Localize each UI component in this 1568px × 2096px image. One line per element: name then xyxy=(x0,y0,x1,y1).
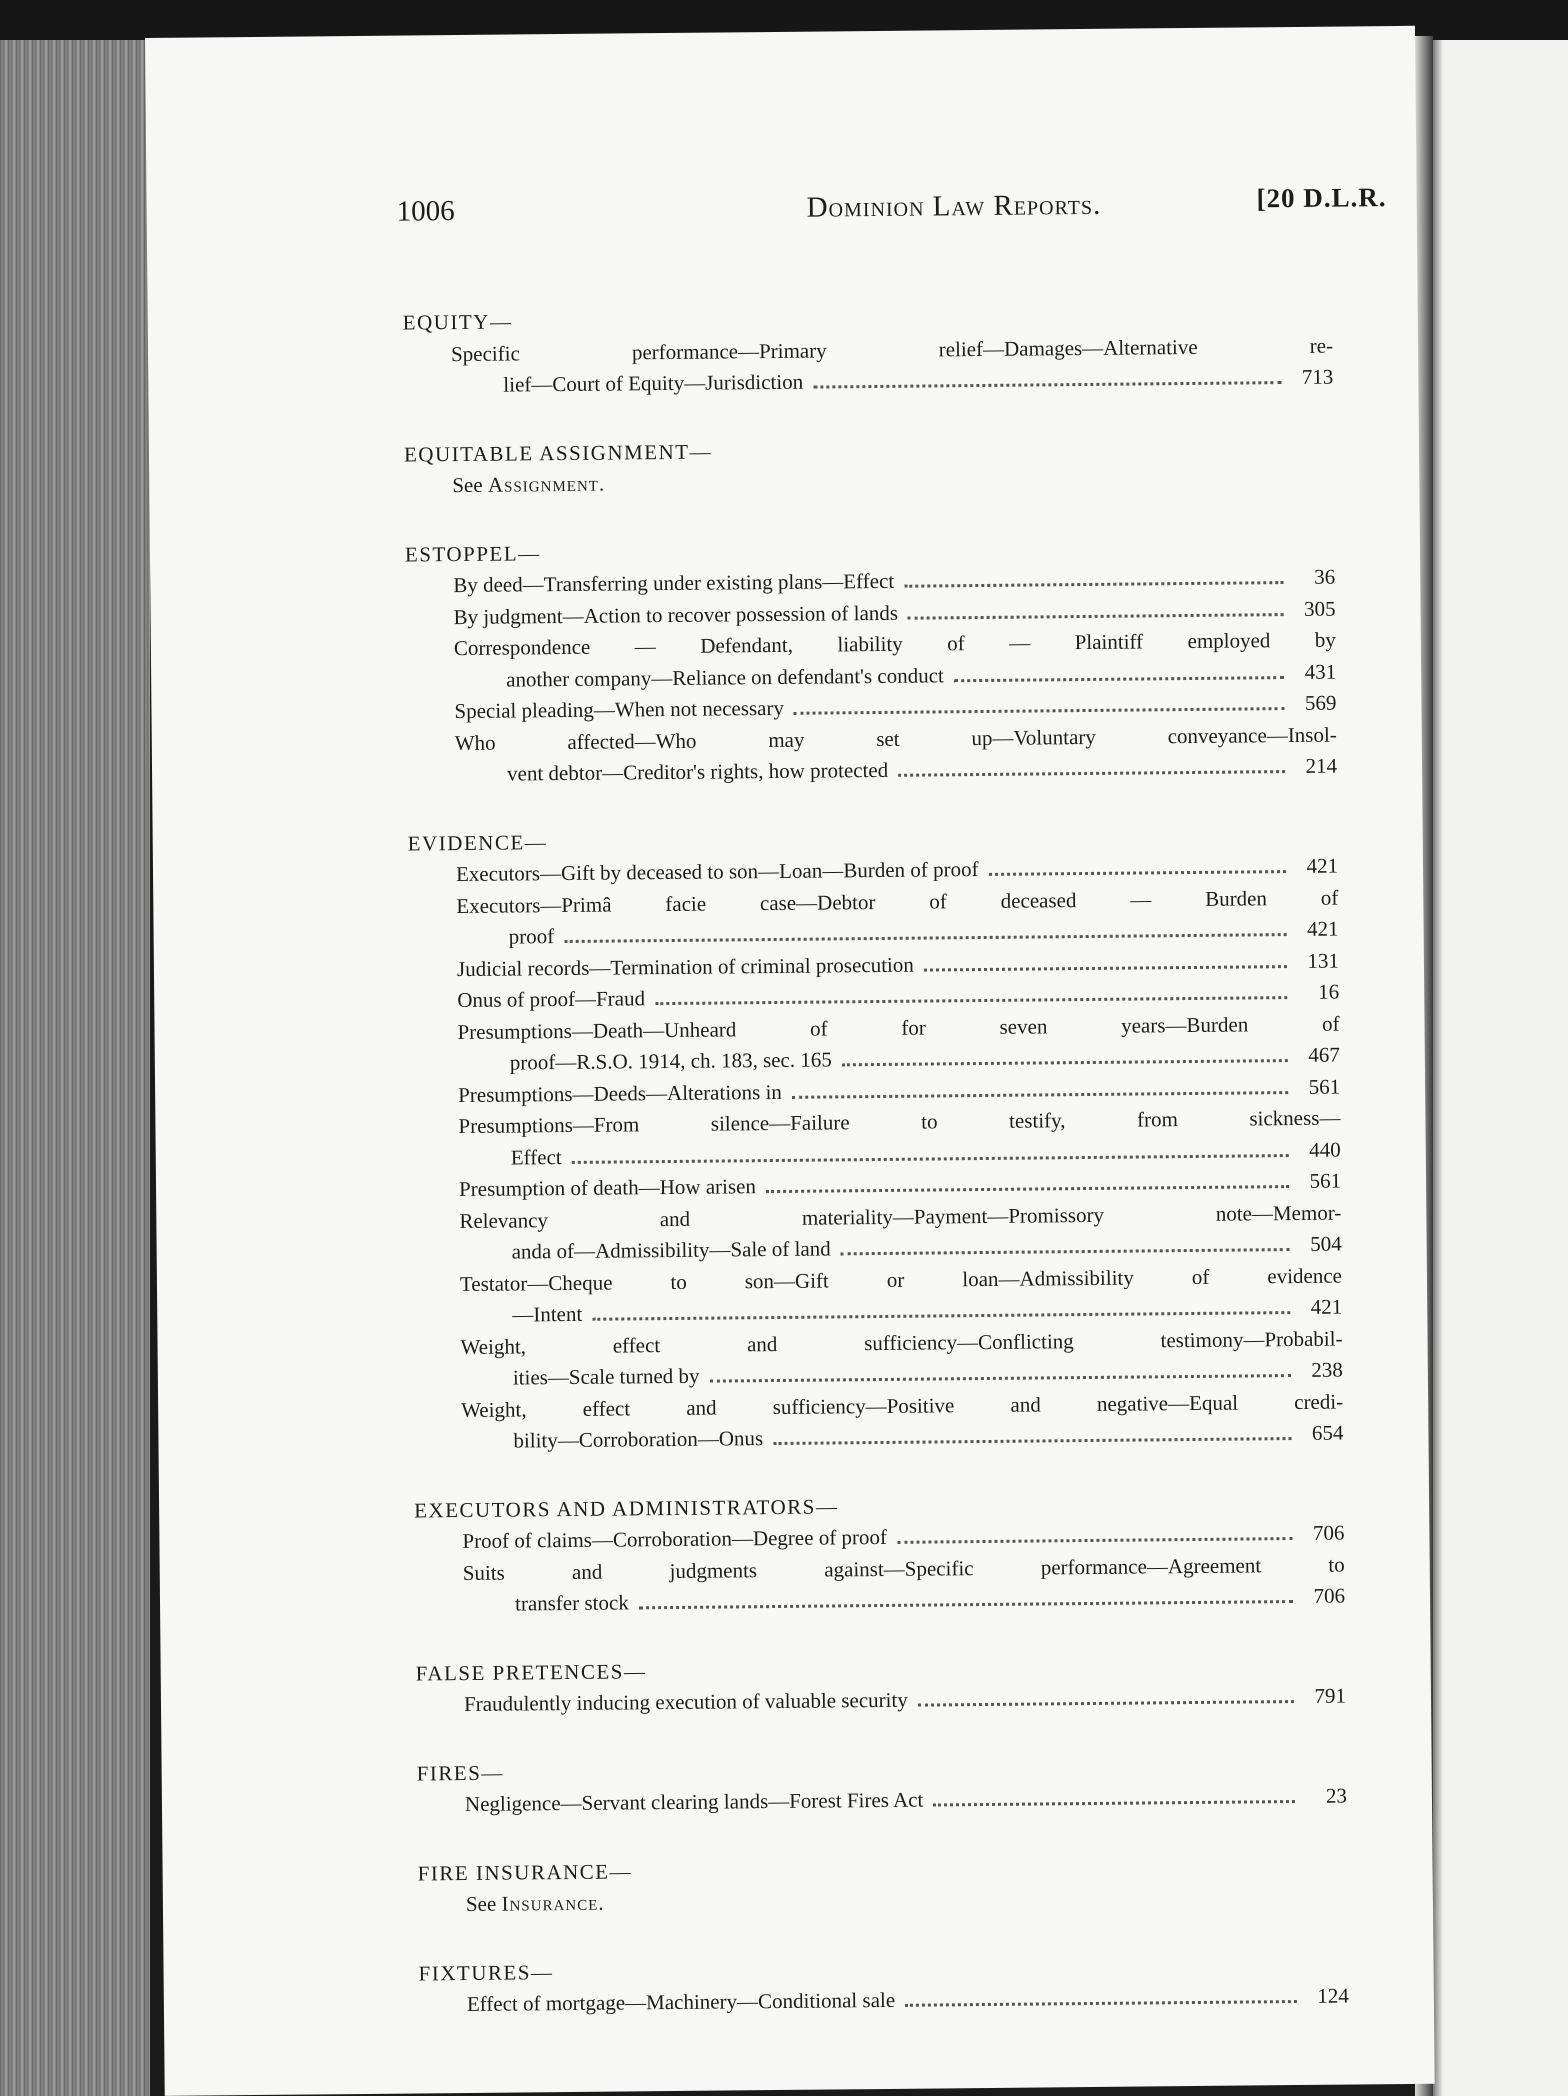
entry-text-line: proof xyxy=(508,924,555,949)
entry-text-line: Weight, effect and sufficiency—Positive and negative—Equal credi- xyxy=(461,1389,1344,1422)
index-heading: EQUITY— xyxy=(402,309,513,335)
index-heading: FALSE PRETENCES— xyxy=(415,1658,647,1685)
entry-text-line: Executors—Gift by deceased to son—Loan—Burden of proof xyxy=(455,857,979,887)
dot-leader xyxy=(924,964,1287,971)
entry-text-line: Correspondence — Defendant, liability of — Plaintiff employed by xyxy=(453,627,1336,661)
page-reference: 504 xyxy=(1310,1231,1342,1256)
dot-leader xyxy=(773,1436,1291,1445)
dot-leader xyxy=(655,995,1287,1005)
entry-text-line: Suits and judgments against—Specific performance—Agreement to xyxy=(462,1552,1345,1585)
see-target: Insurance. xyxy=(501,1890,605,1916)
index-section xyxy=(418,1949,1349,2021)
page-reference: 440 xyxy=(1309,1137,1341,1162)
dot-leader xyxy=(813,380,1281,388)
entry-text-line: Relevancy and materiality—Payment—Promissory note—Memor- xyxy=(459,1200,1342,1233)
entry-text-line: Negligence—Servant clearing lands—Forest Fires Act xyxy=(464,1787,924,1817)
page-reference: 305 xyxy=(1303,596,1336,621)
entry-text-line: proof—R.S.O. 1914, ch. 183, sec. 165 xyxy=(509,1047,832,1075)
entry-text-line: Presumption of death—How arisen xyxy=(458,1174,757,1202)
entry-text-line: Onus of proof—Fraud xyxy=(457,986,646,1013)
dot-leader xyxy=(592,1310,1290,1321)
dot-leader xyxy=(933,1799,1295,1806)
index-entry xyxy=(412,1323,1343,1395)
page-reference: 23 xyxy=(1325,1783,1348,1808)
dot-leader xyxy=(572,1153,1289,1164)
dot-leader xyxy=(989,869,1286,876)
dot-leader xyxy=(564,932,1287,943)
entry-text-line: Weight, effect and sufficiency—Conflicting testimony—Probabil- xyxy=(460,1326,1343,1359)
index-section xyxy=(414,1486,1345,1621)
index-entry xyxy=(412,1260,1343,1332)
index-entry xyxy=(411,1197,1342,1269)
entry-text-line: Special pleading—When not necessary xyxy=(454,695,785,724)
entry-text-line: Fraudulently inducing execution of valuable security xyxy=(463,1687,908,1717)
page-reference: 131 xyxy=(1307,948,1340,973)
index-entry xyxy=(413,1386,1344,1458)
entry-text-line: By deed—Transferring under existing plans—Effect xyxy=(453,568,895,598)
page-reference: 654 xyxy=(1311,1420,1344,1445)
dot-leader xyxy=(794,706,1285,715)
page-reference: 124 xyxy=(1317,1983,1349,2008)
entry-text-line: Presumptions—From silence—Failure to testify, from sickness— xyxy=(458,1105,1341,1139)
dot-leader xyxy=(908,612,1284,620)
entry-text-line: Who affected—Who may set up—Voluntary conveyance—Insol- xyxy=(454,722,1337,755)
page-number: 1006 xyxy=(396,195,455,228)
dot-leader xyxy=(954,675,1284,682)
dot-leader xyxy=(766,1184,1289,1193)
index-content xyxy=(403,299,1350,2058)
dot-leader xyxy=(639,1599,1293,1609)
dot-leader xyxy=(898,769,1285,777)
page-reference: 467 xyxy=(1308,1042,1340,1067)
index-heading: EQUITABLE ASSIGNMENT— xyxy=(403,439,713,467)
dot-leader xyxy=(918,1699,1294,1707)
dot-leader xyxy=(905,1999,1297,2007)
index-heading: EXECUTORS AND ADMINISTRATORS— xyxy=(414,1493,839,1522)
entry-text-line: Testator—Cheque to son—Gift or loan—Admissibility of evidence xyxy=(459,1263,1343,1296)
dot-leader xyxy=(904,580,1283,588)
dot-leader xyxy=(842,1058,1288,1066)
see-prefix: See xyxy=(452,472,488,498)
facing-page xyxy=(1433,40,1568,2096)
page-reference: 421 xyxy=(1310,1294,1343,1319)
page-reference: 713 xyxy=(1301,364,1334,389)
index-entry xyxy=(410,1103,1341,1175)
dot-leader xyxy=(841,1247,1290,1255)
entry-text-line: ities—Scale turned by xyxy=(512,1363,700,1390)
index-heading: FIRES— xyxy=(416,1760,504,1785)
entry-text-line: —Intent xyxy=(512,1301,583,1327)
index-entry xyxy=(415,1549,1346,1621)
entry-text-line: another company—Reliance on defendant's conduct xyxy=(506,662,944,692)
page-reference: 706 xyxy=(1313,1583,1346,1608)
entry-text-line: Executors—Primâ facie case—Debtor of deceased — Burden of xyxy=(456,885,1339,918)
index-section xyxy=(408,819,1344,1458)
page-reference: 238 xyxy=(1311,1357,1343,1382)
book-page-edges xyxy=(0,40,150,2096)
page-reference: 421 xyxy=(1306,916,1339,941)
book-page xyxy=(145,26,1435,2096)
entry-text-line: Effect of mortgage—Machinery—Conditional sale xyxy=(466,1987,896,2017)
dot-leader xyxy=(897,1536,1292,1544)
facing-page-shadow xyxy=(1433,40,1443,2096)
entry-text-line: By judgment—Action to recover possession of lands xyxy=(453,600,899,629)
index-heading: EVIDENCE— xyxy=(407,829,548,856)
running-head xyxy=(396,182,1407,236)
entry-text-line: Effect xyxy=(510,1144,562,1170)
page-reference: 421 xyxy=(1306,853,1339,878)
index-heading: FIXTURES— xyxy=(418,1959,554,1985)
entry-text-line: bility—Corroboration—Onus xyxy=(513,1426,764,1453)
entry-text-line: lief—Court of Equity—Jurisdiction xyxy=(503,369,804,397)
entry-text-line: anda of—Admissibility—Sale of land xyxy=(511,1236,831,1264)
index-entry xyxy=(403,330,1334,402)
index-section xyxy=(417,1849,1348,1921)
index-entry xyxy=(409,1008,1340,1080)
entry-text-line: Proof of claims—Corroboration—Degree of proof xyxy=(462,1524,888,1554)
page-reference: 569 xyxy=(1304,690,1337,715)
page-reference: 791 xyxy=(1314,1683,1347,1708)
index-entry xyxy=(407,719,1338,791)
index-heading: ESTOPPEL— xyxy=(404,540,541,567)
index-entry xyxy=(406,625,1337,697)
entry-text-line: vent debtor—Creditor's rights, how protected xyxy=(506,757,889,786)
index-entry xyxy=(408,882,1339,954)
page-reference: 706 xyxy=(1312,1520,1345,1545)
entry-text-line: Presumptions—Deeds—Alterations in xyxy=(458,1079,782,1107)
page-reference: 561 xyxy=(1308,1074,1341,1099)
page-reference: 431 xyxy=(1304,659,1337,684)
entry-text-line: Presumptions—Death—Unheard of for seven years—Burden of xyxy=(457,1011,1340,1044)
index-heading: FIRE INSURANCE— xyxy=(417,1858,633,1885)
index-section xyxy=(404,430,1335,502)
entry-text-line: Specific performance—Primary relief—Damages—Alternative re- xyxy=(450,333,1334,366)
see-target: Assignment. xyxy=(487,471,606,497)
index-section xyxy=(405,530,1337,791)
index-section xyxy=(417,1749,1348,1821)
see-prefix: See xyxy=(465,1891,502,1917)
entry-text-line: transfer stock xyxy=(514,1590,629,1616)
page-reference: 16 xyxy=(1318,979,1340,1004)
dot-leader xyxy=(710,1373,1291,1383)
index-section xyxy=(403,299,1334,402)
page-reference: 561 xyxy=(1309,1168,1342,1193)
journal-title: Dominion Law Reports. xyxy=(806,188,1102,224)
page-reference: 214 xyxy=(1305,753,1338,778)
dot-leader xyxy=(792,1090,1288,1099)
index-section xyxy=(416,1649,1347,1721)
entry-text-line: Judicial records—Termination of criminal prosecution xyxy=(456,952,914,981)
volume-reference: [20 D.L.R. xyxy=(1256,182,1387,214)
page-reference: 36 xyxy=(1314,564,1336,589)
